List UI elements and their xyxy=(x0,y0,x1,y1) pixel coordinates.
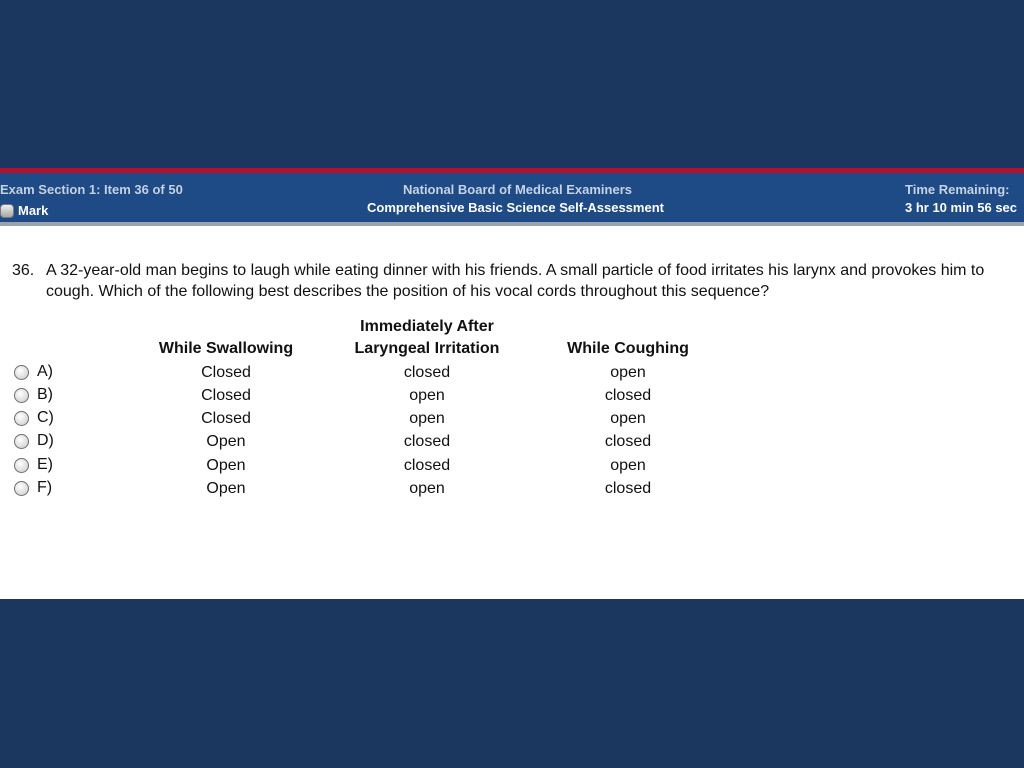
item-counter: Exam Section 1: Item 36 of 50 xyxy=(0,182,183,197)
time-remaining-label: Time Remaining: xyxy=(905,182,1010,197)
column-header: Laryngeal Irritation xyxy=(354,340,500,357)
table-cell: Closed xyxy=(201,387,251,404)
exam-header xyxy=(0,168,1024,226)
answer-radio[interactable] xyxy=(14,388,29,403)
table-cell: open xyxy=(409,480,445,497)
table-cell: closed xyxy=(604,480,652,497)
table-cell: open xyxy=(409,387,445,404)
table-cell: closed xyxy=(604,433,652,450)
answer-letter[interactable]: C) xyxy=(37,409,54,426)
table-cell: closed xyxy=(403,364,451,381)
answer-radio[interactable] xyxy=(14,411,29,426)
mark-checkbox[interactable] xyxy=(0,203,48,218)
question-number: 36. xyxy=(12,262,35,279)
answer-letter[interactable]: E) xyxy=(37,456,53,473)
answer-radio[interactable] xyxy=(14,434,29,449)
table-cell: open xyxy=(610,410,646,427)
table-cell: Open xyxy=(206,457,246,474)
table-cell: closed xyxy=(403,433,451,450)
column-header: While Coughing xyxy=(567,340,689,357)
exam-subtitle: Comprehensive Basic Science Self-Assessment xyxy=(367,200,664,215)
column-header: While Swallowing xyxy=(158,340,294,357)
answer-letter[interactable]: D) xyxy=(37,432,54,449)
table-cell: Open xyxy=(206,433,246,450)
table-cell: closed xyxy=(403,457,451,474)
table-cell: Closed xyxy=(201,364,251,381)
board-title: National Board of Medical Examiners xyxy=(403,182,633,197)
table-cell: open xyxy=(610,364,646,381)
exam-slide xyxy=(0,168,1024,599)
answer-letter[interactable]: A) xyxy=(37,363,53,380)
time-remaining-value: 3 hr 10 min 56 sec xyxy=(905,200,1018,215)
answer-radio[interactable] xyxy=(14,458,29,473)
table-cell: Closed xyxy=(201,410,251,427)
mark-label: Mark xyxy=(18,203,49,218)
answer-letter[interactable]: F) xyxy=(37,479,53,496)
mark-checkbox-icon[interactable] xyxy=(0,204,14,218)
table-cell: open xyxy=(610,457,646,474)
answer-radio[interactable] xyxy=(14,365,29,380)
table-cell: Open xyxy=(206,480,246,497)
question-text: A 32-year-old man begins to laugh while eating dinner with his friends. A small particle of food irritates his larynx and provokes him to cough. Which of the following best describes the position of his vocal cords throughout this sequence? xyxy=(46,262,985,300)
answer-letter[interactable]: B) xyxy=(37,386,53,403)
table-cell: closed xyxy=(604,387,652,404)
column-header: Immediately After xyxy=(360,318,494,335)
table-cell: open xyxy=(409,410,445,427)
answer-radio[interactable] xyxy=(14,481,29,496)
